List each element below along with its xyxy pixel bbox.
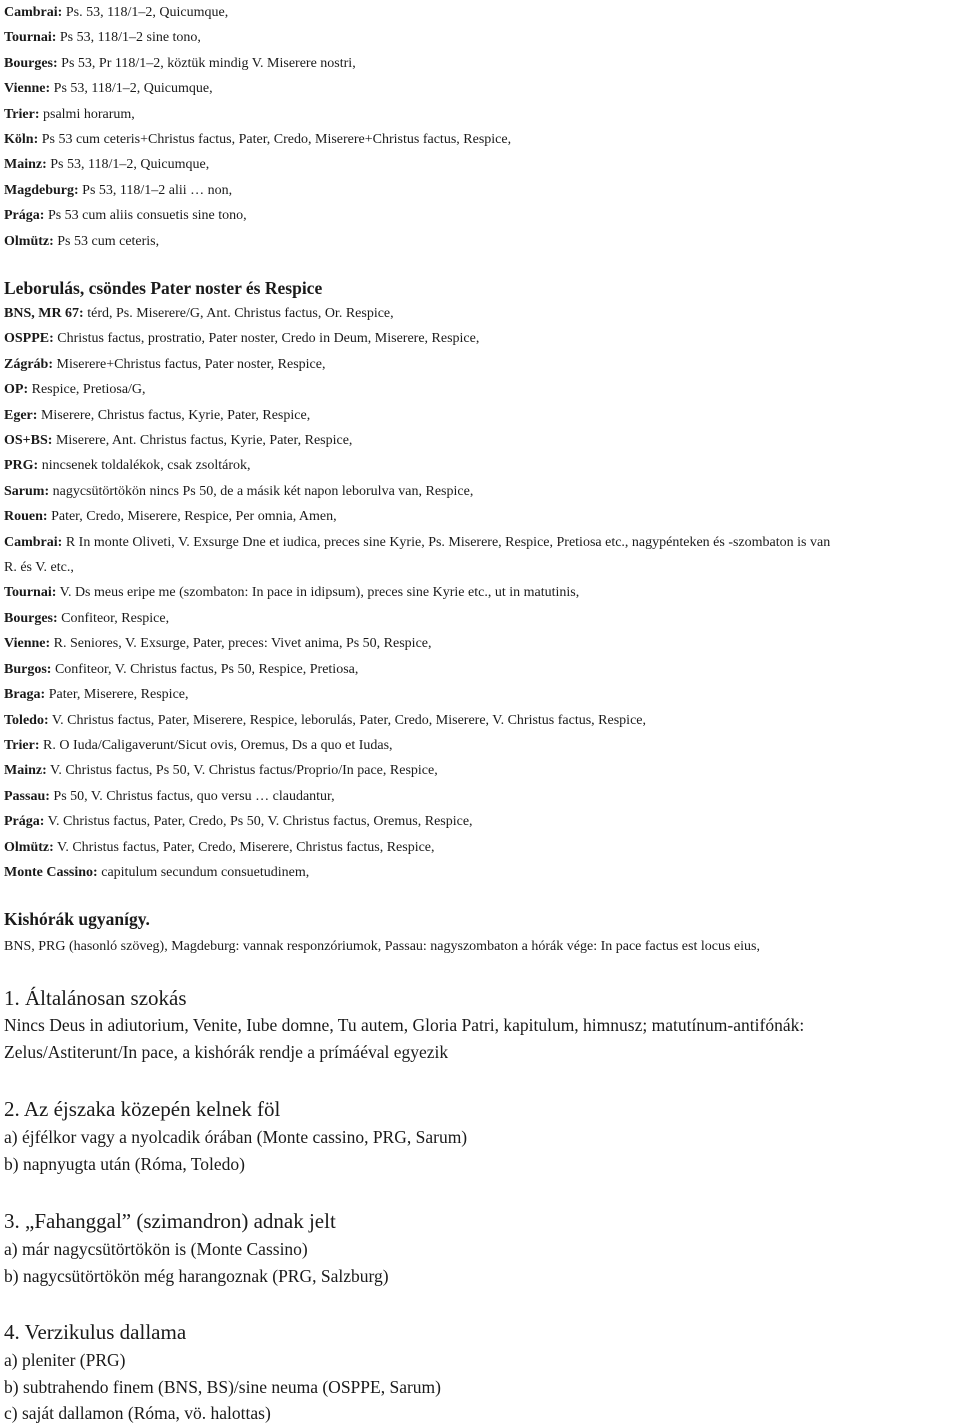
source-text: V. Ds meus eripe me (szombaton: In pace in idipsum), preces sine Kyrie etc., ut in matutinis, bbox=[56, 585, 580, 601]
source-key: Trier: bbox=[4, 106, 40, 122]
list-item bbox=[4, 102, 511, 127]
list-item bbox=[4, 453, 958, 478]
source-text: R. O Iuda/Caligaverunt/Sicut ovis, Oremus, Ds a quo et Iudas, bbox=[39, 737, 393, 753]
option-list bbox=[4, 1124, 467, 1177]
source-key: Prága: bbox=[4, 208, 45, 224]
list-item: b) subtrahendo finem (BNS, BS)/sine neuma (OSPPE, Sarum) bbox=[4, 1376, 441, 1397]
source-text: Ps 53 cum ceteris+Christus factus, Pater, Credo, Miserere+Christus factus, Respice, bbox=[38, 132, 512, 148]
source-text: Ps 53, 118/1–2, Quicumque, bbox=[46, 157, 210, 173]
source-text: Respice, Pretiosa/G, bbox=[28, 382, 146, 398]
source-key: Tournai: bbox=[4, 585, 57, 601]
paragraph: BNS, PRG (hasonló szöveg), Magdeburg: vannak responzóriumok, Passau: nagyszombaton a hórák vége: In pace factus est locus eius, bbox=[4, 939, 760, 954]
source-key: Mainz: bbox=[4, 157, 47, 173]
list-item bbox=[4, 835, 958, 860]
list-item bbox=[4, 809, 958, 834]
list-item bbox=[4, 352, 958, 377]
source-key: Eger: bbox=[4, 407, 38, 423]
source-text: Miserere, Christus factus, Kyrie, Pater, Respice, bbox=[37, 407, 311, 423]
option-list bbox=[4, 1236, 389, 1289]
source-key: Passau: bbox=[4, 788, 50, 804]
list-item bbox=[4, 580, 958, 605]
numbered-heading: 1. Általánosan szokás bbox=[4, 986, 187, 1010]
numbered-heading: 4. Verzikulus dallama bbox=[4, 1320, 187, 1344]
source-text: V. Christus factus, Pater, Credo, Miserere, Christus factus, Respice, bbox=[53, 839, 435, 855]
source-key: Bourges: bbox=[4, 55, 58, 71]
source-text: Christus factus, prostratio, Pater noster, Credo in Deum, Miserere, Respice, bbox=[53, 331, 480, 347]
list-item bbox=[4, 631, 958, 656]
list-item: c) saját dallamon (Róma, vö. halottas) bbox=[4, 1403, 271, 1423]
list-item: a) pleniter (PRG) bbox=[4, 1350, 126, 1370]
list-item bbox=[4, 326, 958, 351]
section-heading: Kishórák ugyanígy. bbox=[4, 909, 150, 929]
source-text-continuation: R. és V. etc., bbox=[4, 560, 74, 576]
source-text: R. Seniores, V. Exsurge, Pater, preces: Vivet anima, Ps 50, Respice, bbox=[50, 636, 432, 652]
source-key: Magdeburg: bbox=[4, 182, 79, 198]
source-key: Burgos: bbox=[4, 661, 52, 677]
source-key: Tournai: bbox=[4, 30, 57, 46]
source-key: Prága: bbox=[4, 814, 45, 830]
source-text: Ps 53, 118/1–2 sine tono, bbox=[56, 30, 201, 46]
source-key: Rouen: bbox=[4, 509, 48, 525]
list-item bbox=[4, 229, 511, 254]
list-item: a) éjfélkor vagy a nyolcadik órában (Monte cassino, PRG, Sarum) bbox=[4, 1127, 468, 1147]
source-text: Ps 50, V. Christus factus, quo versu … claudantur, bbox=[49, 788, 335, 804]
list-item bbox=[4, 301, 958, 326]
source-text: Confiteor, Respice, bbox=[57, 610, 170, 626]
list-item-continuation bbox=[4, 555, 958, 580]
source-text: capitulum secundum consuetudinem, bbox=[97, 864, 310, 880]
list-item bbox=[4, 403, 958, 428]
source-text: Confiteor, V. Christus factus, Ps 50, Respice, Pretiosa, bbox=[51, 661, 359, 677]
source-key: Cambrai: bbox=[4, 534, 63, 550]
list-item bbox=[4, 606, 958, 631]
list-item bbox=[4, 758, 958, 783]
source-key: Monte Cassino: bbox=[4, 864, 98, 880]
source-text: nincsenek toldalékok, csak zsoltárok, bbox=[38, 458, 251, 474]
list-item bbox=[4, 76, 511, 101]
list-item bbox=[4, 203, 511, 228]
list-item: b) nagycsütörtökön még harangoznak (PRG, Salzburg) bbox=[4, 1265, 389, 1286]
source-text: Ps 53, 118/1–2, Quicumque, bbox=[50, 81, 213, 97]
source-text: V. Christus factus, Pater, Credo, Ps 50, V. Christus factus, Oremus, Respice, bbox=[44, 814, 473, 830]
source-key: PRG: bbox=[4, 458, 39, 474]
source-key: Toledo: bbox=[4, 712, 49, 728]
source-key: Vienne: bbox=[4, 636, 51, 652]
source-key: Sarum: bbox=[4, 483, 50, 499]
list-item bbox=[4, 479, 958, 504]
source-key: Olmütz: bbox=[4, 839, 54, 855]
list-item: a) már nagycsütörtökön is (Monte Cassino) bbox=[4, 1239, 308, 1259]
source-key: OSPPE: bbox=[4, 331, 54, 347]
source-text: Ps. 53, 118/1–2, Quicumque, bbox=[62, 5, 229, 20]
list-item bbox=[4, 25, 511, 50]
source-text: Pater, Credo, Miserere, Respice, Per omnia, Amen, bbox=[47, 509, 337, 525]
source-key: Cambrai: bbox=[4, 5, 63, 20]
list-item bbox=[4, 377, 958, 402]
source-list-2 bbox=[4, 301, 958, 885]
source-key: Trier: bbox=[4, 737, 40, 753]
list-item bbox=[4, 127, 511, 152]
numbered-heading: 3. „Fahanggal” (szimandron) adnak jelt bbox=[4, 1209, 336, 1233]
source-key: OS+BS: bbox=[4, 433, 53, 449]
source-text: Pater, Miserere, Respice, bbox=[45, 687, 189, 703]
source-text: V. Christus factus, Pater, Miserere, Respice, leborulás, Pater, Credo, Miserere, V. Christus factus, Respice, bbox=[48, 712, 647, 728]
paragraph-line: Nincs Deus in adiutorium, Venite, Iube domne, Tu autem, Gloria Patri, kapitulum, himnusz; matutínum-antifónák: bbox=[4, 1015, 805, 1035]
paragraph bbox=[4, 1012, 960, 1065]
list-item bbox=[4, 682, 958, 707]
list-item bbox=[4, 428, 958, 453]
list-item bbox=[4, 784, 958, 809]
source-text: Ps 53, 118/1–2 alii … non, bbox=[78, 182, 233, 198]
source-list-1 bbox=[4, 0, 511, 254]
list-item bbox=[4, 733, 958, 758]
source-key: Zágráb: bbox=[4, 356, 53, 372]
list-item bbox=[4, 860, 958, 885]
list-item: b) napnyugta után (Róma, Toledo) bbox=[4, 1153, 245, 1174]
paragraph-line: Zelus/Astiterunt/In pace, a kishórák rendje a prímáéval egyezik bbox=[4, 1041, 449, 1062]
numbered-heading: 2. Az éjszaka közepén kelnek föl bbox=[4, 1097, 281, 1121]
list-item bbox=[4, 657, 958, 682]
source-key: Vienne: bbox=[4, 81, 51, 97]
source-text: Ps 53 cum aliis consuetis sine tono, bbox=[44, 208, 247, 224]
section-heading: Leborulás, csöndes Pater noster és Respice bbox=[4, 278, 323, 298]
source-text: nagycsütörtökön nincs Ps 50, de a másik két napon leborulva van, Respice, bbox=[49, 483, 474, 499]
source-key: Bourges: bbox=[4, 610, 58, 626]
source-key: Mainz: bbox=[4, 763, 47, 779]
option-list bbox=[4, 1347, 441, 1427]
source-text: Ps 53, Pr 118/1–2, köztük mindig V. Miserere nostri, bbox=[57, 55, 356, 71]
source-key: Olmütz: bbox=[4, 233, 54, 249]
source-text: R In monte Oliveti, V. Exsurge Dne et iudica, preces sine Kyrie, Ps. Miserere, Respice, Pretiosa etc., nagypénteken és -szombaton is van bbox=[62, 534, 831, 550]
source-text: Miserere+Christus factus, Pater noster, Respice, bbox=[53, 356, 326, 372]
list-item bbox=[4, 0, 511, 25]
source-text: térd, Ps. Miserere/G, Ant. Christus factus, Or. Respice, bbox=[83, 306, 394, 321]
source-text: Miserere, Ant. Christus factus, Kyrie, Pater, Respice, bbox=[52, 433, 353, 449]
list-item bbox=[4, 504, 958, 529]
source-key: OP: bbox=[4, 382, 29, 398]
source-key: Köln: bbox=[4, 132, 39, 148]
source-text: V. Christus factus, Ps 50, V. Christus factus/Proprio/In pace, Respice, bbox=[46, 763, 438, 779]
source-text: Ps 53 cum ceteris, bbox=[53, 233, 160, 249]
list-item bbox=[4, 51, 511, 76]
source-text: psalmi horarum, bbox=[39, 106, 135, 122]
source-key: BNS, MR 67: bbox=[4, 306, 84, 321]
list-item bbox=[4, 708, 958, 733]
list-item bbox=[4, 178, 511, 203]
source-key: Braga: bbox=[4, 687, 46, 703]
list-item bbox=[4, 152, 511, 177]
list-item bbox=[4, 530, 958, 555]
